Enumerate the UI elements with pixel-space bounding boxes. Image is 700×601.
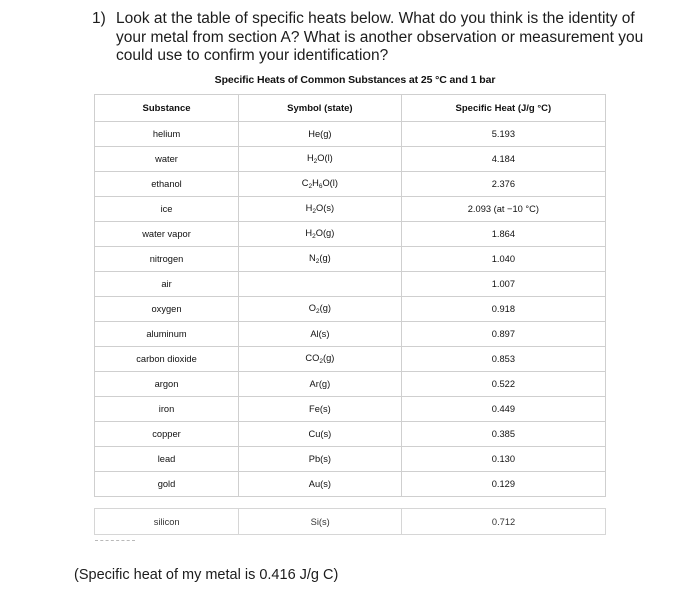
table-caption: Specific Heats of Common Substances at 25 °C and 1 bar [214, 74, 496, 86]
cell-symbol [239, 222, 402, 247]
table-row [95, 247, 606, 272]
table-row [95, 322, 606, 347]
cell-symbol [239, 147, 402, 172]
cell-substance: ethanol [95, 172, 239, 197]
table-row [95, 297, 606, 322]
cell-specific-heat: 0.449 [401, 397, 605, 422]
cell-substance: silicon [95, 509, 239, 535]
table-row [95, 422, 606, 447]
table-row [95, 197, 606, 222]
symbol-text: H [312, 178, 319, 188]
table-row [95, 372, 606, 397]
symbol-text: H [305, 228, 313, 238]
table-header-row [95, 95, 606, 122]
cell-substance: gold [95, 472, 239, 497]
cell-specific-heat: 0.853 [401, 347, 605, 372]
table-row [95, 509, 606, 535]
cell-substance: water [95, 147, 239, 172]
cell-symbol [239, 509, 402, 535]
cell-substance: water vapor [95, 222, 239, 247]
symbol-subscript: 2 [312, 208, 316, 215]
symbol-text: Si(s) [310, 516, 330, 527]
cell-symbol [239, 122, 402, 147]
cell-specific-heat: 1.040 [401, 247, 605, 272]
symbol-subscript: 2 [312, 233, 316, 240]
table-row [95, 147, 606, 172]
symbol-text: H [306, 153, 314, 163]
specific-heats-table [94, 94, 606, 497]
symbol-text: N [309, 253, 316, 263]
cell-substance: iron [95, 397, 239, 422]
symbol-text: O(g) [315, 228, 335, 238]
cell-substance: aluminum [95, 322, 239, 347]
table-row [95, 272, 606, 297]
cell-substance: lead [95, 447, 239, 472]
header-substance: Substance [95, 95, 239, 122]
symbol-subscript: 2 [319, 358, 323, 365]
table-row [95, 172, 606, 197]
cell-symbol [239, 422, 402, 447]
symbol-text: (g) [319, 253, 331, 263]
table-row [95, 222, 606, 247]
cell-substance: oxygen [95, 297, 239, 322]
cell-substance: air [95, 272, 239, 297]
symbol-text: (g) [319, 303, 331, 313]
symbol-text: Au(s) [308, 479, 331, 489]
table-row [95, 397, 606, 422]
cell-specific-heat: 0.522 [401, 372, 605, 397]
faint-divider [95, 540, 135, 542]
cell-specific-heat: 4.184 [401, 147, 605, 172]
cell-substance: ice [95, 197, 239, 222]
cell-specific-heat: 0.129 [401, 472, 605, 497]
cell-symbol [239, 272, 402, 297]
symbol-text: (g) [322, 353, 335, 363]
cell-specific-heat: 1.864 [401, 222, 605, 247]
symbol-text: He(g) [308, 129, 332, 139]
symbol-subscript: 2 [315, 258, 320, 265]
cell-symbol [239, 197, 402, 222]
cell-substance: copper [95, 422, 239, 447]
symbol-text: H [305, 203, 313, 213]
symbol-text: Fe(s) [309, 404, 331, 414]
symbol-subscript: 2 [313, 158, 318, 165]
cell-specific-heat: 0.712 [402, 509, 606, 535]
extra-table-row [94, 508, 606, 535]
cell-specific-heat: 2.376 [401, 172, 605, 197]
symbol-subscript: 6 [318, 183, 323, 190]
cell-substance: carbon dioxide [95, 347, 239, 372]
symbol-subscript: 2 [308, 183, 313, 190]
metal-note: (Specific heat of my metal is 0.416 J/g C) [74, 567, 339, 583]
cell-symbol [239, 247, 402, 272]
question-number: 1) [92, 10, 106, 27]
header-specific-heat: Specific Heat (J/g °C) [401, 95, 605, 122]
cell-specific-heat: 2.093 (at −10 °C) [401, 197, 605, 222]
cell-symbol [239, 447, 402, 472]
cell-symbol [239, 472, 402, 497]
table-row [95, 447, 606, 472]
cell-symbol [239, 397, 402, 422]
cell-symbol [239, 172, 402, 197]
table-row [95, 347, 606, 372]
symbol-text: O(s) [316, 203, 335, 213]
cell-specific-heat: 1.007 [401, 272, 605, 297]
cell-specific-heat: 0.918 [401, 297, 605, 322]
table-row [95, 122, 606, 147]
cell-substance: nitrogen [95, 247, 239, 272]
table-row [95, 472, 606, 497]
symbol-text: Ar(g) [309, 379, 331, 389]
symbol-text: Pb(s) [308, 454, 331, 464]
cell-specific-heat: 0.897 [401, 322, 605, 347]
symbol-text: Al(s) [310, 329, 330, 339]
symbol-text: O [308, 303, 316, 313]
symbol-text: O(l) [317, 153, 333, 163]
header-symbol: Symbol (state) [239, 95, 402, 122]
question-text: Look at the table of specific heats below. What do you think is the identity of your metal from section A? What is another observation or measurement you could use to confirm your identification? [116, 10, 644, 64]
cell-symbol [239, 347, 402, 372]
cell-substance: helium [95, 122, 239, 147]
cell-substance: argon [95, 372, 239, 397]
symbol-text: O(l) [322, 178, 338, 188]
cell-specific-heat: 0.385 [401, 422, 605, 447]
cell-specific-heat: 0.130 [401, 447, 605, 472]
cell-symbol [239, 322, 402, 347]
symbol-text: C [301, 178, 309, 188]
symbol-subscript: 2 [315, 308, 320, 315]
symbol-text: Cu(s) [308, 429, 332, 439]
cell-symbol [239, 297, 402, 322]
cell-specific-heat: 5.193 [401, 122, 605, 147]
symbol-text: CO [305, 353, 320, 363]
question-block [92, 10, 662, 66]
cell-symbol [239, 372, 402, 397]
